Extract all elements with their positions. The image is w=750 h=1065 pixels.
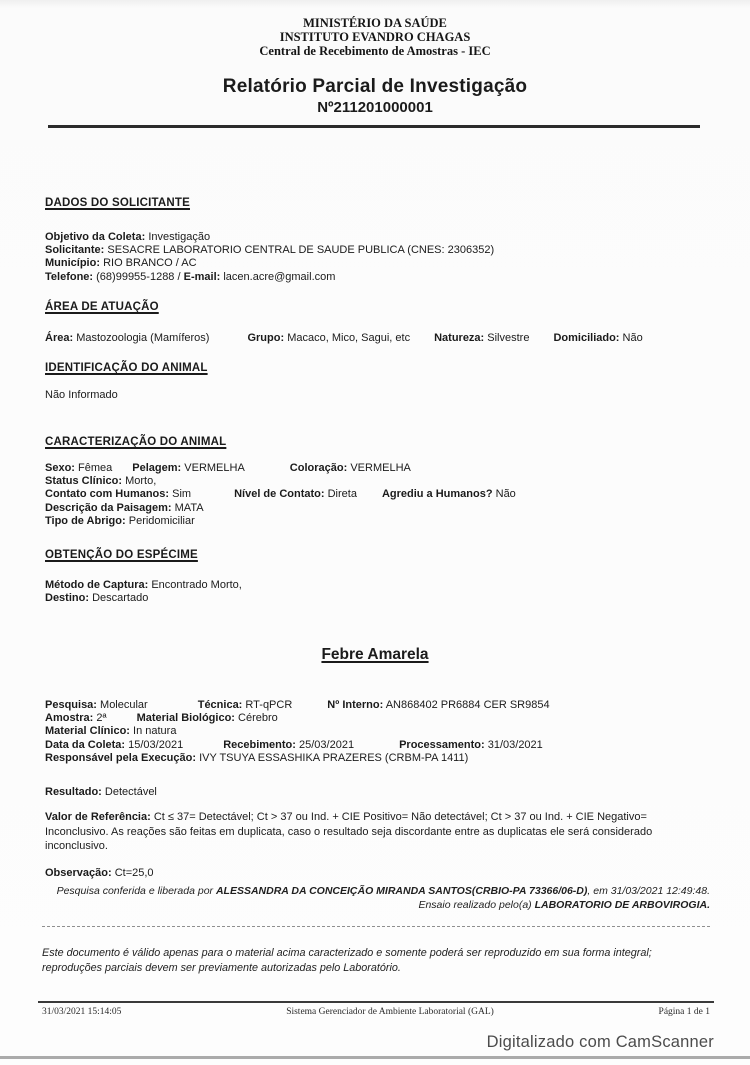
field-objetivo [45, 231, 494, 244]
field-value: 2ª [96, 712, 107, 725]
field-amostra [45, 712, 107, 725]
field-value: Mastozoologia (Mamíferos) [76, 332, 210, 344]
dashed-divider [42, 926, 710, 927]
section-heading-caracterizacao: CARACTERIZAÇÃO DO ANIMAL [45, 436, 227, 448]
field-status-clinico [45, 475, 516, 488]
field-material-biologico [137, 712, 278, 725]
footer [42, 1007, 710, 1017]
signature-block [40, 884, 710, 912]
signature-text: , em 31/03/2021 12:49:48. [587, 885, 710, 897]
footer-divider [38, 1001, 714, 1003]
signature-text: Ensaio realizado pelo(a) [418, 899, 535, 911]
caracterizacao-row3 [45, 488, 516, 501]
field-label: Tipo de Abrigo: [45, 514, 126, 527]
field-label: Pelagem: [132, 462, 182, 474]
field-label: Objetivo da Coleta: [45, 231, 146, 243]
field-label: Coloração: [289, 462, 348, 474]
field-pesquisa [45, 699, 148, 712]
caracterizacao-fields [45, 462, 516, 528]
field-label: Sexo: [45, 462, 75, 474]
field-label: Recebimento: [223, 738, 296, 751]
field-processamento [399, 739, 543, 752]
field-value: Cérebro [238, 712, 278, 725]
field-label: Técnica: [197, 699, 243, 711]
field-numero-interno [327, 699, 549, 712]
field-label: Pesquisa: [45, 699, 97, 711]
field-value: Fêmea [78, 462, 113, 474]
field-value: Morto, [125, 475, 157, 488]
field-value: Detectável [104, 786, 157, 798]
field-label: Domiciliado: [553, 332, 620, 344]
field-nivel-contato [234, 488, 357, 501]
section-heading-solicitante: DADOS DO SOLICITANTE [45, 197, 190, 209]
exam-heading: Febre Amarela [321, 646, 429, 663]
letterhead [0, 16, 750, 58]
disclaimer-text: Este documento é válido apenas para o material acima caracterizado e somente poderá ser reproduzido em sua forma integral; reproduções parciais devem ser previamente autorizadas pelo Laboratório. [42, 947, 652, 974]
field-value: Encontrado Morto, [151, 579, 242, 591]
field-label: E-mail: [183, 270, 221, 283]
field-area [45, 332, 209, 345]
field-coloracao [290, 462, 411, 475]
field-municipio [45, 257, 494, 270]
field-label: Observação: [45, 867, 112, 879]
field-value: Silvestre [487, 332, 530, 344]
field-label: Solicitante: [45, 244, 105, 257]
report-title: Relatório Parcial de Investigação [222, 76, 528, 97]
field-label: Resultado: [45, 786, 102, 798]
field-domiciliado [553, 332, 642, 345]
field-value: Descartado [92, 592, 149, 605]
field-responsavel [45, 752, 550, 765]
caracterizacao-row1 [45, 462, 516, 475]
field-value: MATA [174, 501, 204, 514]
field-label: Destino: [45, 592, 89, 605]
field-value: VERMELHA [350, 462, 411, 474]
field-value: Ct=25,0 [114, 867, 154, 879]
field-label: Nível de Contato: [234, 488, 325, 501]
field-label: Material Biológico: [136, 712, 235, 725]
field-label: Município: [45, 257, 100, 270]
section-heading-area: ÁREA DE ATUAÇÃO [45, 301, 159, 313]
field-value: Direta [327, 488, 357, 501]
scan-bottom-strip [0, 1059, 750, 1065]
field-destino [45, 592, 242, 605]
field-value: Não [495, 488, 516, 501]
field-label: Grupo: [247, 332, 285, 344]
field-value: 25/03/2021 [299, 738, 355, 751]
field-contato [45, 488, 191, 501]
field-label: Amostra: [45, 712, 94, 725]
field-agrediu [382, 488, 516, 501]
field-recebimento [223, 739, 354, 752]
exam-row1 [45, 699, 550, 712]
exam-fields [45, 699, 550, 765]
field-resultado [45, 786, 157, 799]
ministry-name: MINISTÉRIO DA SAÚDE [303, 16, 447, 30]
solicitante-fields [45, 231, 494, 284]
field-value: AN868402 PR6884 CER SR9854 [385, 699, 550, 711]
area-row [45, 332, 643, 345]
field-value: In natura [133, 725, 177, 738]
field-label: Processamento: [399, 738, 485, 751]
field-label: Status Clínico: [45, 475, 123, 488]
field-pelagem [132, 462, 245, 475]
field-value: Sim [172, 488, 192, 501]
field-label: Agrediu a Humanos? [381, 488, 493, 501]
field-value: Não [622, 332, 643, 344]
institute-name: INSTITUTO EVANDRO CHAGAS [279, 30, 471, 44]
field-value: lacen.acre@gmail.com [223, 270, 336, 283]
field-paisagem [45, 502, 516, 515]
signatory-name: ALESSANDRA DA CONCEIÇÃO MIRANDA SANTOS(CRBIO-PA 73366/06-D) [215, 885, 588, 897]
obtencao-fields [45, 579, 242, 605]
signature-line1 [40, 884, 710, 898]
field-label: Responsável pela Execução: [45, 751, 197, 764]
field-value: RT-qPCR [245, 699, 293, 711]
field-value: RIO BRANCO / AC [103, 257, 197, 270]
field-label: Material Clínico: [45, 725, 130, 738]
section-heading-identificacao: IDENTIFICAÇÃO DO ANIMAL [45, 362, 208, 374]
field-value: Peridomiciliar [128, 514, 195, 527]
field-valor-referencia [45, 810, 713, 854]
footer-datetime: 31/03/2021 15:14:05 [42, 1007, 122, 1017]
field-label: Natureza: [434, 332, 485, 344]
field-solicitante [45, 244, 494, 257]
field-label: Data da Coleta: [45, 738, 126, 751]
report-number: Nº211201000001 [317, 99, 433, 116]
field-value: VERMELHA [184, 462, 245, 474]
field-tecnica [198, 699, 293, 712]
exam-row2 [45, 712, 550, 725]
field-label: Telefone: [45, 270, 94, 283]
field-grupo [247, 332, 410, 345]
field-label: Nº Interno: [327, 699, 384, 711]
section-heading-obtencao: OBTENÇÃO DO ESPÉCIME [45, 549, 198, 561]
field-label: Valor de Referência: [45, 811, 151, 823]
field-value: Investigação [148, 231, 211, 243]
field-value: 31/03/2021 [487, 738, 543, 751]
field-natureza [434, 332, 529, 345]
exam-row4 [45, 739, 550, 752]
field-label: Descrição da Paisagem: [45, 501, 172, 514]
camscanner-watermark: Digitalizado com CamScanner [486, 1033, 714, 1051]
signature-text: Pesquisa conferida e liberada por [56, 885, 216, 897]
field-value: Macaco, Mico, Sagui, etc [287, 332, 411, 344]
field-abrigo [45, 515, 516, 528]
field-value: IVY TSUYA ESSASHIKA PRAZERES (CRBM-PA 1411) [199, 751, 469, 764]
identificacao-value: Não Informado [45, 389, 118, 401]
footer-page-number: Página 1 de 1 [658, 1007, 710, 1017]
signature-line2 [40, 898, 710, 912]
field-metodo-captura [45, 579, 242, 592]
field-telefone-email [45, 271, 494, 284]
field-value: Molecular [100, 699, 148, 711]
field-data-coleta [45, 739, 183, 752]
title-divider [48, 125, 700, 128]
footer-system-name: Sistema Gerenciador de Ambiente Laboratorial (GAL) [286, 1007, 494, 1017]
laboratory-name: LABORATORIO DE ARBOVIROGIA. [534, 899, 710, 911]
field-value: 15/03/2021 [128, 738, 184, 751]
field-label: Área: [45, 332, 74, 344]
field-value: Ct ≤ 37= Detectável; Ct > 37 ou Ind. + CIE Positivo= Não detectável; Ct > 37 ou Ind. + CIE Negativo= Inconclusivo. As reações são feitas em duplicata, caso o resultado seja discordante entre as duplicatas ele será considerado inconclusivo. [45, 811, 653, 852]
department-name: Central de Recebimento de Amostras - IEC [259, 44, 491, 58]
field-label: Método de Captura: [45, 579, 149, 591]
field-label: Contato com Humanos: [45, 488, 170, 501]
field-value: SESACRE LABORATORIO CENTRAL DE SAUDE PUBLICA (CNES: 2306352) [107, 244, 495, 257]
field-material-clinico [45, 725, 550, 738]
field-value: (68)99955-1288 / [96, 270, 181, 283]
field-sexo [45, 462, 112, 475]
field-observacao [45, 867, 154, 880]
